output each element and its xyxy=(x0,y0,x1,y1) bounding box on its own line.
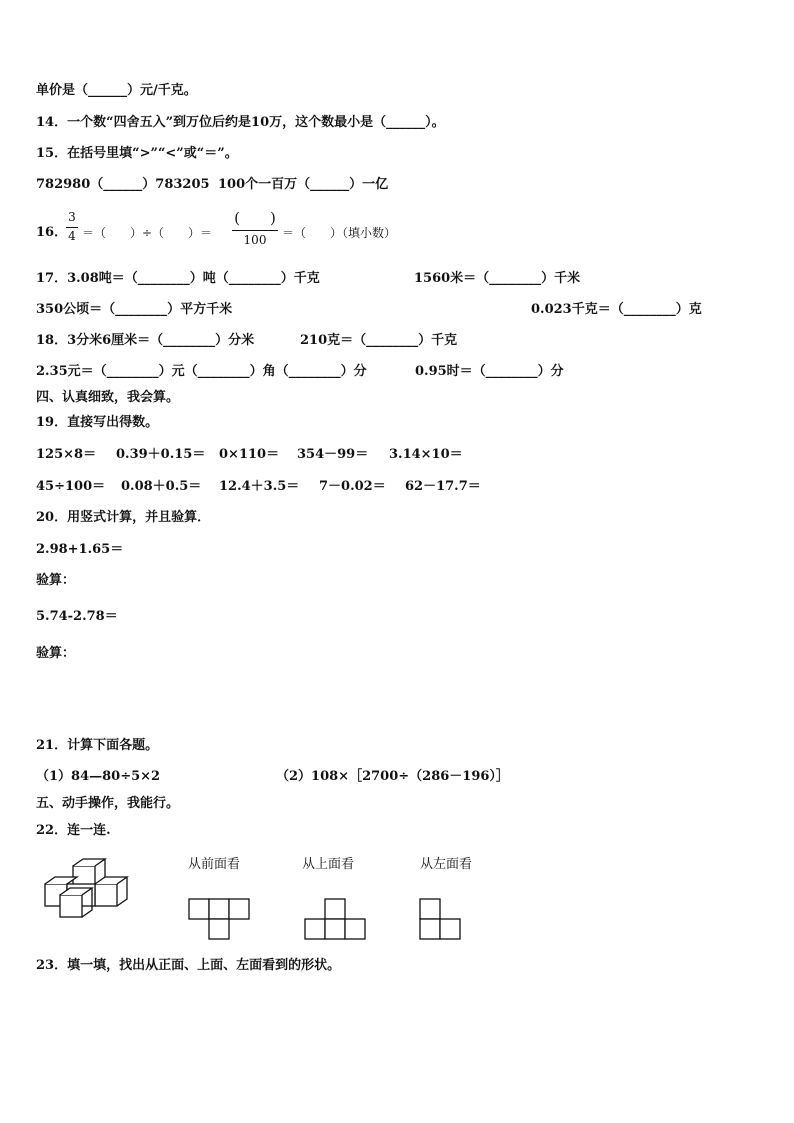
q16-number: 16． xyxy=(36,225,68,240)
q19-title: 19．直接写出得数。 xyxy=(36,415,159,430)
q13-tail: 单价是（______）元/千克。 xyxy=(36,83,197,98)
q20-a: 2.98+1.65＝ xyxy=(36,542,124,557)
q17-a: 17．3.08吨＝（________）吨（________）千克 xyxy=(36,271,320,286)
view-label-top: 从上面看 xyxy=(302,857,355,872)
q21-b: （2）108×［2700÷（286－196）］ xyxy=(276,769,509,784)
cube-stack-figure xyxy=(40,857,140,927)
view-label-left: 从左面看 xyxy=(420,857,473,872)
q19-r1-c3: 0×110＝ xyxy=(219,447,280,462)
q18-d: 0.95时＝（________）分 xyxy=(415,364,564,379)
q16-fraction-denominator: 4 xyxy=(68,229,76,243)
q17-d: 0.023千克＝（________）克 xyxy=(531,302,702,317)
q18-a: 18．3分米6厘米＝（________）分米 xyxy=(36,333,255,348)
q14-text: 14．一个数“四舍五入”到万位后约是10万，这个数最小是（______）。 xyxy=(36,115,445,130)
q16-fraction2-numerator: ( ) xyxy=(234,209,276,227)
view-shape-front xyxy=(188,898,252,942)
view-shape-top xyxy=(304,898,368,942)
q23-text: 23．填一填，找出从正面、上面、左面看到的形状。 xyxy=(36,958,341,973)
q16-fraction-numerator: 3 xyxy=(68,210,76,224)
view-shape-left xyxy=(419,898,465,944)
q19-r2-c1: 45÷100＝ xyxy=(36,479,106,494)
q22-title: 22．连一连. xyxy=(36,823,111,838)
q18-b: 210克＝（________）千克 xyxy=(300,333,458,348)
q16-tail: ＝（ ）（填小数） xyxy=(282,226,397,240)
q15-title: 15．在括号里填“>”“<”或“＝”。 xyxy=(36,146,238,161)
q15-compare-b: 100个一百万（______）一亿 xyxy=(218,177,389,192)
q20-b: 5.74-2.78＝ xyxy=(36,609,118,624)
q16-fraction-bar xyxy=(66,227,78,228)
section-5-heading: 五、动手操作，我能行。 xyxy=(36,796,180,811)
q21-a: （1）84—80÷5×2 xyxy=(36,769,161,784)
q16-fraction2-denominator: 100 xyxy=(243,233,267,247)
q17-b: 1560米＝（________）千米 xyxy=(414,271,581,286)
q20-title: 20．用竖式计算，并且验算． xyxy=(36,510,211,525)
q16-fraction2-bar xyxy=(232,230,278,231)
q16-middle: ＝（ ）÷（ ）＝ xyxy=(82,226,213,240)
q19-r1-c4: 354－99＝ xyxy=(297,447,369,462)
q19-r2-c5: 62－17.7＝ xyxy=(405,479,481,494)
q20-check-1: 验算： xyxy=(36,573,76,588)
view-label-front: 从前面看 xyxy=(188,857,241,872)
q19-r1-c1: 125×8＝ xyxy=(36,447,97,462)
q15-compare-a: 782980（______）783205 xyxy=(36,177,210,192)
q19-r2-c2: 0.08＋0.5＝ xyxy=(121,479,202,494)
q17-c: 350公顷＝（________）平方千米 xyxy=(36,302,233,317)
q20-check-2: 验算： xyxy=(36,646,76,661)
q18-c: 2.35元＝（________）元（________）角（________）分 xyxy=(36,364,367,379)
q19-r2-c4: 7－0.02＝ xyxy=(319,479,386,494)
section-4-heading: 四、认真细致，我会算。 xyxy=(36,390,180,405)
q19-r1-c2: 0.39＋0.15＝ xyxy=(116,447,206,462)
q19-r1-c5: 3.14×10＝ xyxy=(389,447,463,462)
q21-title: 21．计算下面各题。 xyxy=(36,738,159,753)
q19-r2-c3: 12.4＋3.5＝ xyxy=(219,479,300,494)
